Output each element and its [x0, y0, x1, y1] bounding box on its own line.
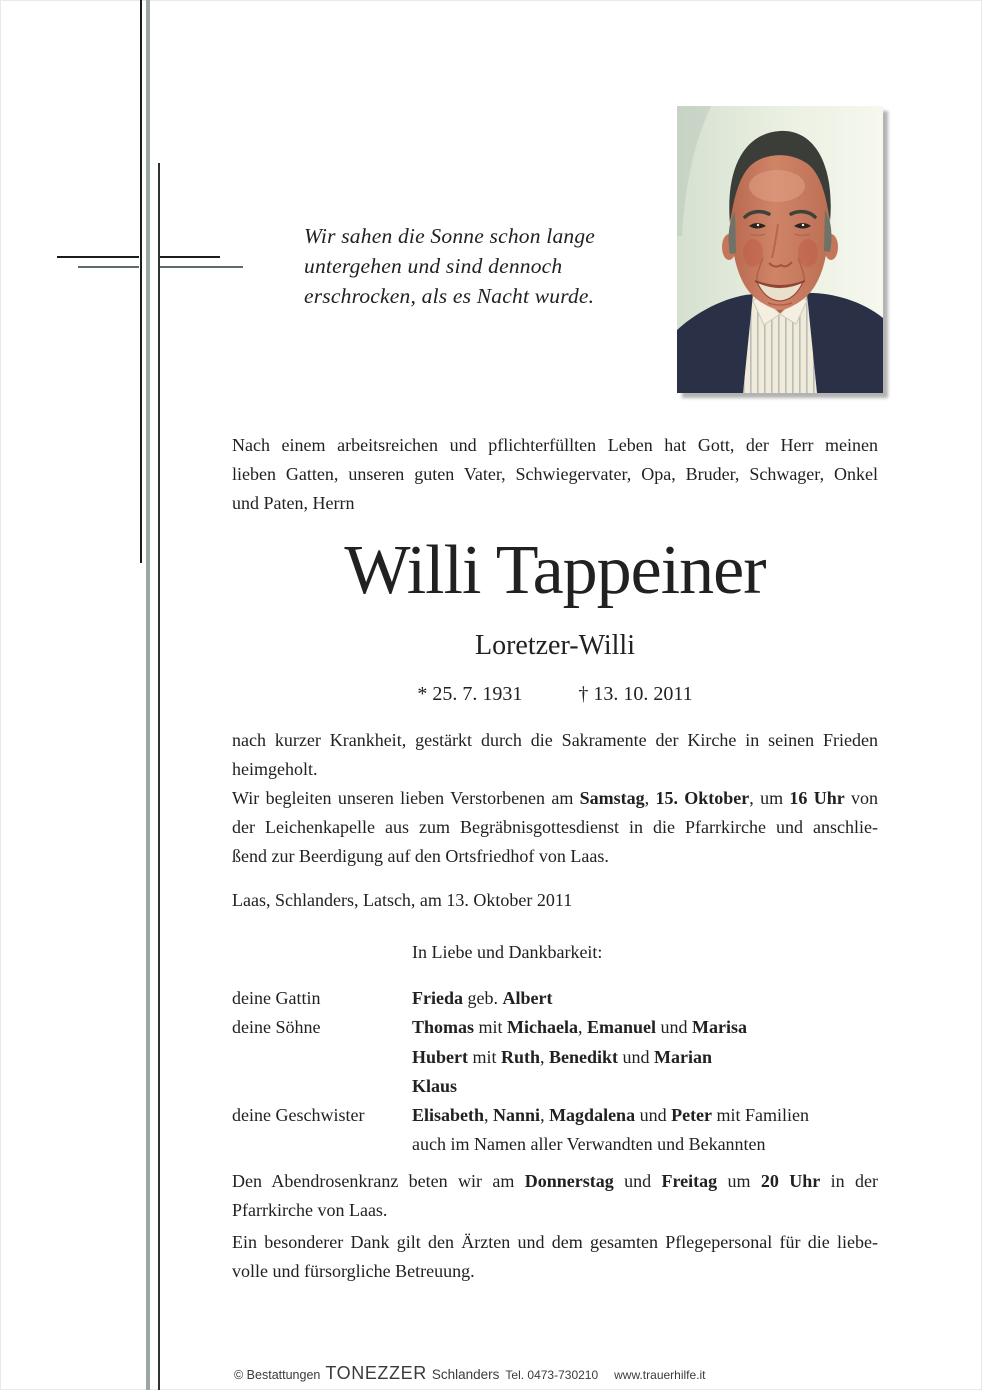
family-row — [232, 984, 878, 1013]
family-row-value: Elisabeth, Nanni, Magdalena und Peter mit Familien — [412, 1105, 810, 1126]
family-row-label — [232, 1043, 412, 1072]
memorial-quote — [304, 221, 614, 311]
cross-arm-lower-right — [160, 266, 243, 268]
family-row-value: auch im Namen aller Verwandten und Bekannten — [412, 1134, 766, 1155]
family-row-value: Frieda geb. Albert — [412, 988, 553, 1008]
funeral-home-footer — [234, 1363, 706, 1384]
family-row-value: Thomas mit Michaela, Emanuel und Marisa — [412, 1017, 748, 1038]
rosary-paragraph: Den Abendrosenkranz beten wir am Donnerstag und Freitag um 20 Uhr in der Pfarrkirche von Laas. — [232, 1171, 879, 1220]
thanks-paragraph: Ein besonderer Dank gilt den Ärzten und dem gesamten Pflegepersonal für die liebe- volle und fürsorgliche Betreuung. — [232, 1232, 878, 1281]
family-row-label — [232, 1072, 412, 1101]
life-dates — [232, 681, 878, 707]
footer-copyright: © Bestattungen — [234, 1368, 321, 1382]
footer-location: Schlanders — [431, 1367, 500, 1382]
quote-line: erschrocken, als es Nacht wurde. — [304, 284, 595, 308]
cross-arm-lower-left — [78, 266, 139, 268]
cross-vertical-line-gray — [146, 0, 150, 1390]
family-row — [232, 1101, 878, 1130]
intro-paragraph: Nach einem arbeitsreichen und pflichterfüllten Leben hat Gott, der Herr meinen lieben Gatten, unseren guten Vater, Schwiegervater, Opa, Bruder, Schwager, Onkel und Paten, Herrn — [232, 435, 878, 513]
family-row — [232, 1072, 878, 1101]
family-row — [232, 1013, 878, 1042]
cross-vertical-line-dark — [158, 163, 160, 1390]
footer-brand: TONEZZER — [325, 1363, 427, 1383]
funeral-paragraph: Wir begleiten unseren lieben Verstorbenen am Samstag, 15. Oktober, um 16 Uhr von der Leichenkapelle aus zum Begräbnisgottesdienst in die Pfarrkirche und anschlie- ßend zur Beerdigung auf den Ortsfriedhof von Laas. — [232, 788, 879, 866]
birth-date: * 25. 7. 1931 — [417, 683, 523, 705]
family-row-label — [232, 1130, 412, 1159]
cross-vertical-line-black — [140, 0, 142, 563]
birth-star-symbol: * — [417, 683, 428, 705]
dedication-line: In Liebe und Dankbarkeit: — [412, 942, 603, 962]
place-date-line: Laas, Schlanders, Latsch, am 13. Oktober 2011 — [232, 890, 573, 910]
sacrament-paragraph: nach kurzer Krankheit, gestärkt durch die Sakramente der Kirche in seinen Frieden heimgeholt. — [232, 730, 878, 779]
cross-arm-upper-right — [160, 256, 220, 258]
family-row-value: Hubert mit Ruth, Benedikt und Marian — [412, 1046, 713, 1067]
family-row — [232, 1043, 878, 1072]
cross-arm-upper-left — [57, 256, 139, 258]
portrait-photo — [677, 106, 883, 393]
footer-telephone: Tel. 0473-730210 — [505, 1368, 599, 1382]
family-row-label: deine Gattin — [232, 988, 321, 1008]
footer-website: www.trauerhilfe.it — [614, 1368, 706, 1382]
quote-line: Wir sahen die Sonne schon lange — [304, 224, 596, 248]
death-date: † 13. 10. 2011 — [578, 683, 693, 705]
death-cross-symbol: † — [578, 683, 589, 705]
family-row-value: Klaus — [412, 1075, 458, 1096]
portrait-photo-image — [677, 106, 883, 393]
family-row-label: deine Geschwister — [232, 1105, 365, 1126]
family-row — [232, 1130, 878, 1159]
family-list — [232, 984, 878, 1160]
family-row-label: deine Söhne — [232, 1017, 321, 1038]
quote-line: untergehen und sind dennoch — [304, 254, 563, 278]
deceased-nickname: Loretzer-Willi — [474, 630, 635, 661]
deceased-name: Willi Tappeiner — [344, 532, 766, 609]
